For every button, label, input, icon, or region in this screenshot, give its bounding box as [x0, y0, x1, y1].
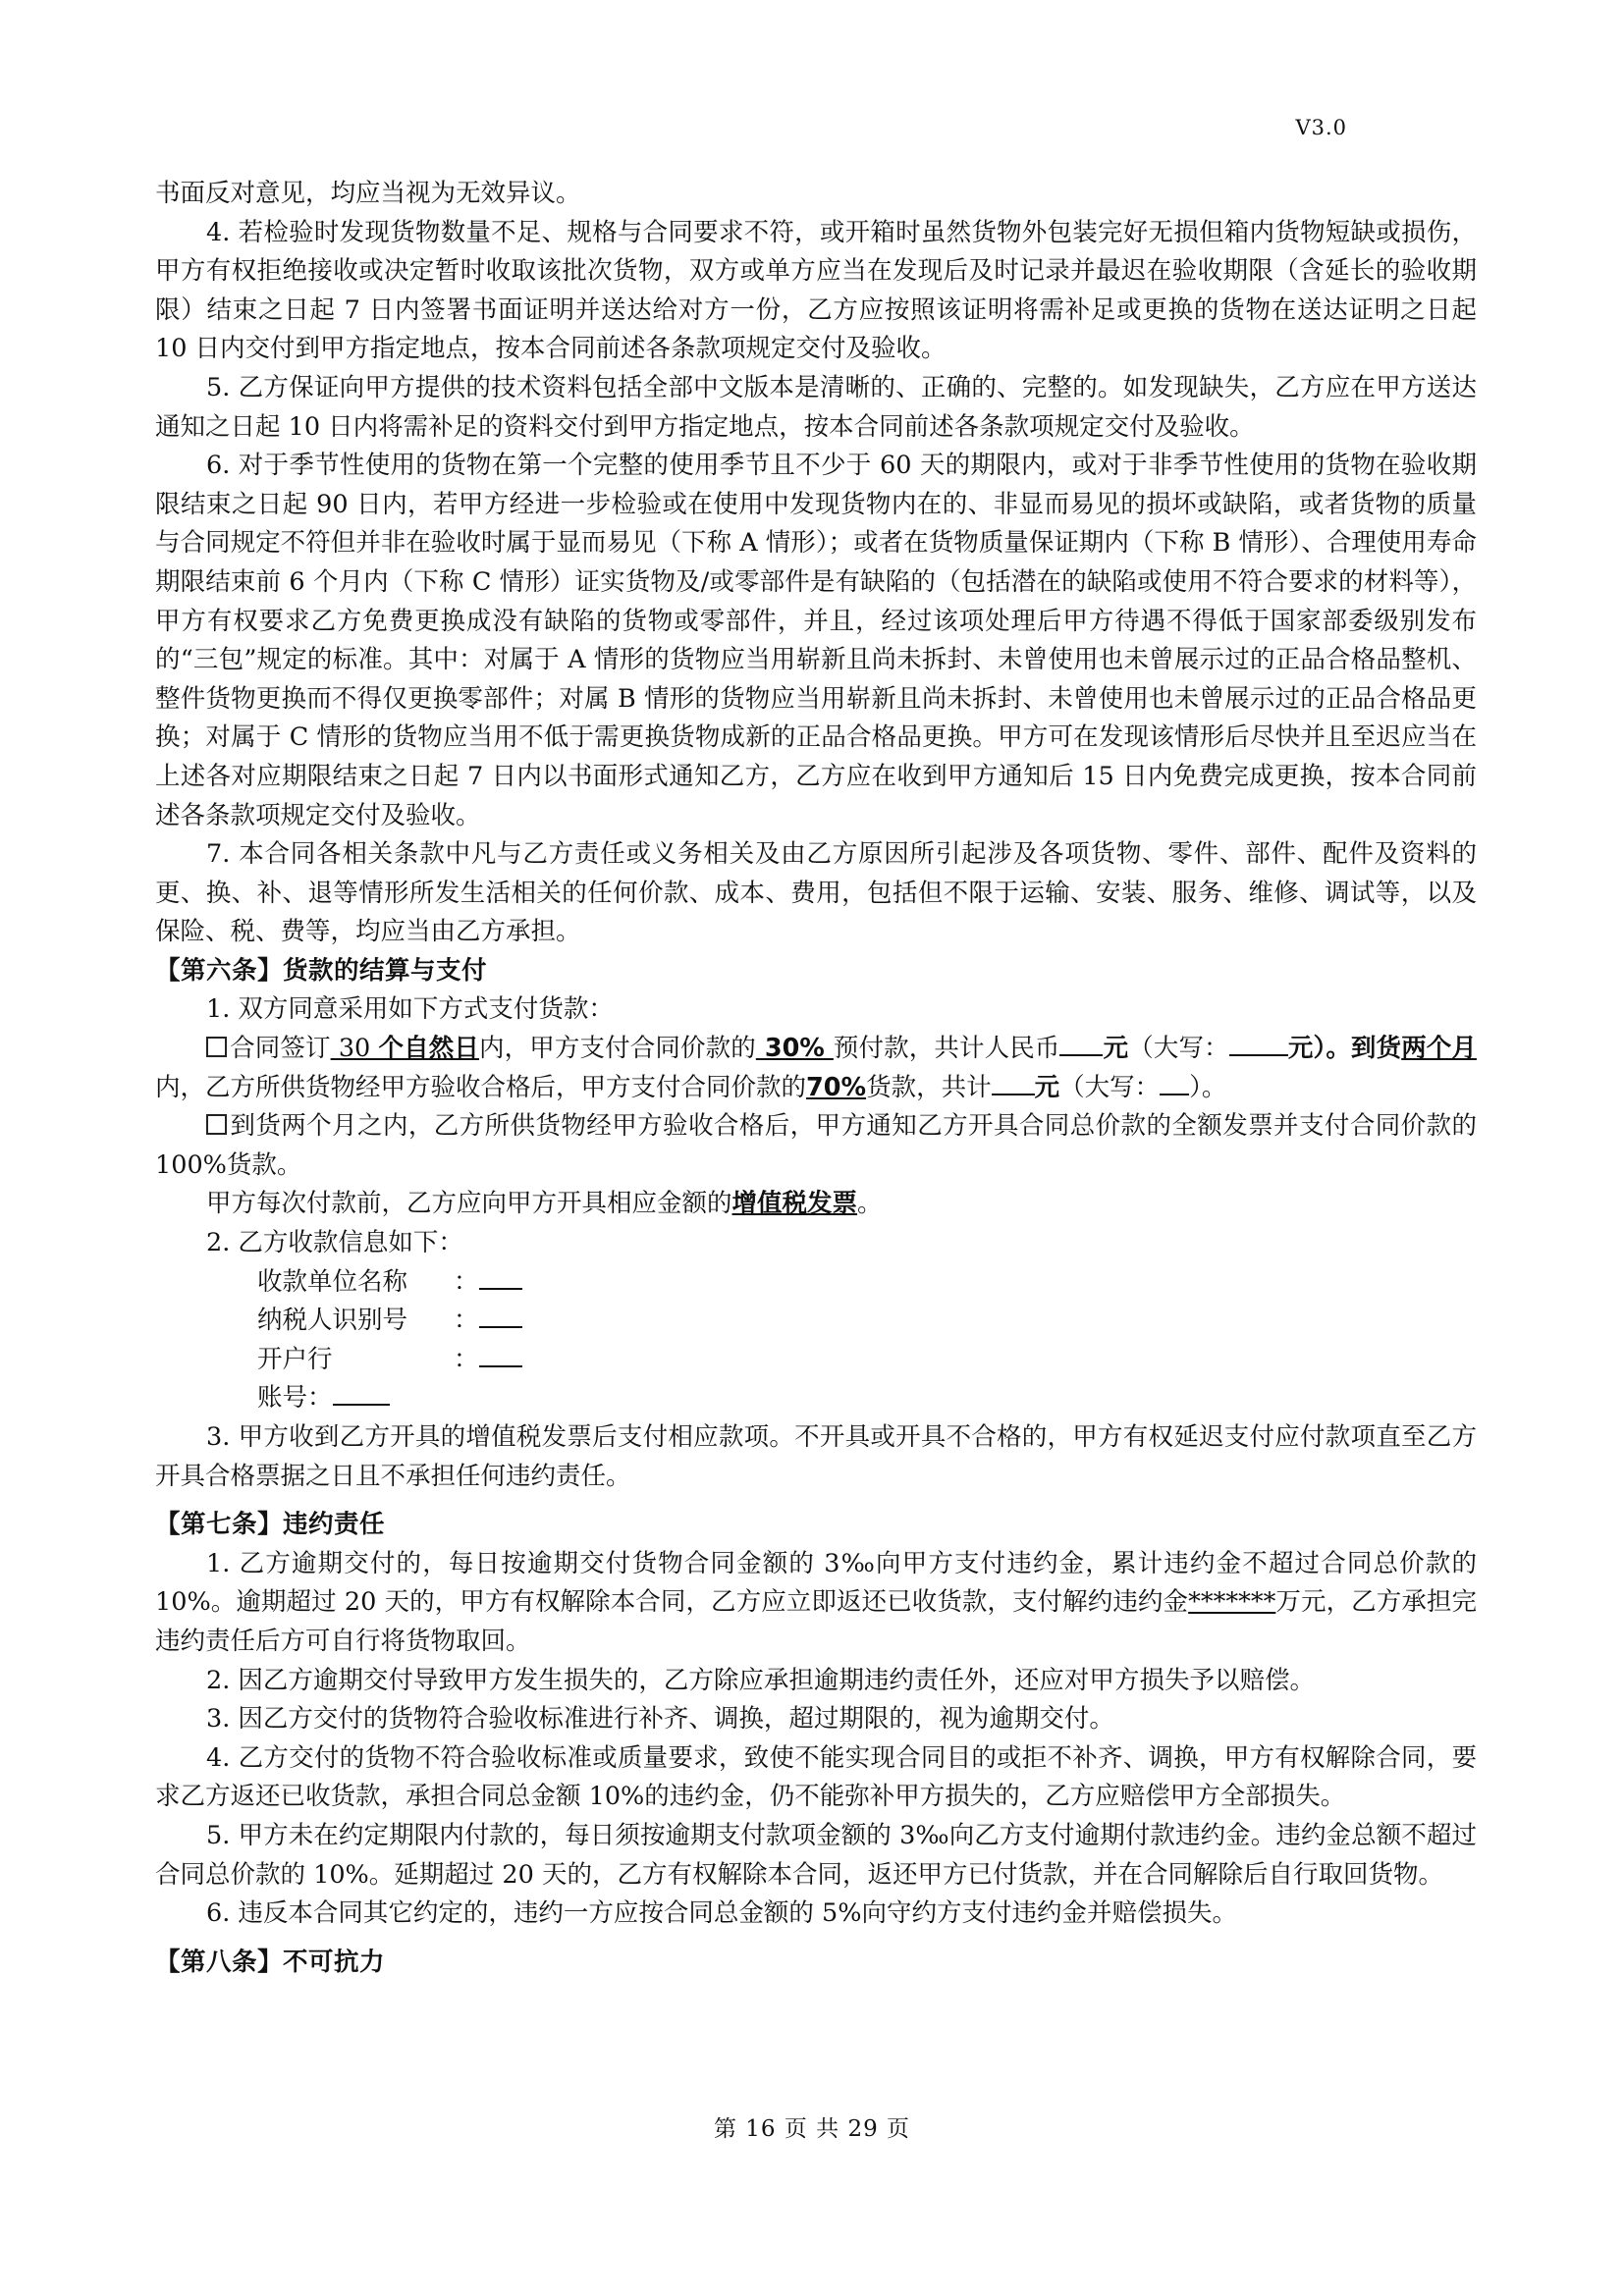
invoice-line: 甲方每次付款前，乙方应向甲方开具相应金额的增值税发票。 — [206, 1189, 883, 1219]
intro-line: 书面反对意见，均应当视为无效异议。 — [155, 179, 581, 208]
bank-blank[interactable] — [479, 1342, 522, 1367]
payee-name-field: 收款单位名称 ： — [155, 1263, 1477, 1303]
option-2-checkbox[interactable] — [206, 1114, 227, 1135]
amount-words-blank — [1229, 1031, 1288, 1056]
amount-blank — [992, 1070, 1035, 1095]
clause-item: 6. 对于季节性使用的货物在第一个完整的使用季节且不少于 60 天的期限内，或对于非季节性使用的货物在验收期限结束之日起 90 日内，若甲方经进一步检验或在使用中发现货物内在的、非显而易见的损坏或缺陷，或者货物的质量与合同规定不符但并非在验收时属于显而易见（下称 A 情形）；或者在货物质量保证期内（下称 B 情形）、合理使用寿命期限结束前 6 个月内（下称 C 情形）证实货物及/或零部件是有缺陷的（包括潜在的缺陷或使用不符合要求的材料等），甲方有权要求乙方免费更换成没有缺陷的货物或零部件，并且，经过该项处理后甲方待遇不得低于国家部委级别发布的“三包”规定的标准。其中：对属于 A 情形的货物应当用崭新且尚未拆封、未曾使用也未曾展示过的正品合格品整机、整件货物更换而不得仅更换零部件；对属 B 情形的货物应当用崭新且尚未拆封、未曾使用也未曾展示过的正品合格品更换；对属于 C 情形的货物应当用不低于需更换货物成新的正品合格品更换。甲方可在发现该情形后尽快并且至迟应当在上述各对应期限结束之日起 7 日内以书面形式通知乙方，乙方应在收到甲方通知后 15 日内免费完成更换，按本合同前述各条款项规定交付及验收。 — [155, 451, 1477, 830]
clause-item: 4. 若检验时发现货物数量不足、规格与合同要求不符，或开箱时虽然货物外包装完好无损但箱内货物短缺或损伤，甲方有权拒绝接收或决定暂时收取该批次货物，双方或单方应当在发现后及时记录并最迟在验收期限（含延长的验收期限）结束之日起 7 日内签署书面证明并送达给对方一份，乙方应按照该证明将需补足或更换的货物在送达证明之日起 10 日内交付到甲方指定地点，按本合同前述各条款项规定交付及验收。 — [155, 217, 1477, 364]
page-number: 第 16 页 共 29 页 — [713, 2116, 911, 2142]
section-6-title: 【第六条】货款的结算与支付 — [155, 955, 488, 986]
account-field: 账号： — [155, 1379, 1477, 1418]
payment-option-1: 合同签订 30 个自然日内，甲方支付合同价款的 30% 预付款，共计人民币 元（大写： 元）。到货两个月内，乙方所供货物经甲方验收合格后，甲方支付合同价款的70%货款，共计 元（大写： ）。 — [155, 1030, 1477, 1107]
liability-clause: 6. 违反本合同其它约定的，违约一方应按合同总金额的 5%向守约方支付违约金并赔偿损失。 — [206, 1898, 1237, 1929]
liability-clause: 4. 乙方交付的货物不符合验收标准或质量要求，致使不能实现合同目的或拒不补齐、调换，甲方有权解除合同，要求乙方返还已收货款，承担合同总金额 10%的违约金，仍不能弥补甲方损失的，乙方应赔偿甲方全部损失。 — [155, 1742, 1477, 1812]
liability-clause: 5. 甲方未在约定期限内付款的，每日须按逾期支付款项金额的 3‰向乙方支付逾期付款违约金。违约金总额不超过合同总价款的 10%。延期超过 20 天的，乙方有权解除本合同，返还甲方已付货款，并在合同解除后自行取回货物。 — [155, 1820, 1477, 1890]
section-8-title: 【第八条】不可抗力 — [155, 1947, 386, 1977]
clause-item: 5. 乙方保证向甲方提供的技术资料包括全部中文版本是清晰的、正确的、完整的。如发现缺失，乙方应在甲方送达通知之日起 10 日内将需补足的资料交付到甲方指定地点，按本合同前述各条款项规定交付及验收。 — [155, 372, 1477, 442]
contract-body — [155, 175, 1477, 1982]
payment-intro: 1. 双方同意采用如下方式支付货款： — [206, 994, 614, 1025]
bank-field: 开户行 ： — [155, 1341, 1477, 1380]
tax-id-field: 纳税人识别号 ： — [155, 1302, 1477, 1341]
liability-clause: 2. 因乙方逾期交付导致甲方发生损失的，乙方除应承担逾期违约责任外，还应对甲方损失予以赔偿。 — [206, 1665, 1315, 1695]
liability-clause-1: 1. 乙方逾期交付的，每日按逾期交付货物合同金额的 3‰向甲方支付违约金，累计违约金不超过合同总价款的 10%。逾期超过 20 天的，甲方有权解除本合同，乙方应立即返还已收货款，支付解约违约金*******万元，乙方承担完违约责任后方可自行将货物取回。 — [155, 1548, 1477, 1656]
amount-blank — [1059, 1031, 1103, 1056]
account-blank[interactable] — [333, 1380, 390, 1406]
liability-clause: 3. 因乙方交付的货物符合验收标准进行补齐、调换，超过期限的，视为逾期交付。 — [206, 1704, 1114, 1735]
section-7-title: 【第七条】违约责任 — [155, 1510, 386, 1540]
payment-clause-3: 3. 甲方收到乙方开具的增值税发票后支付相应款项。不开具或开具不合格的，甲方有权延迟支付应付款项直至乙方开具合格票据之日且不承担任何违约责任。 — [155, 1422, 1477, 1491]
amount-words-blank — [1160, 1070, 1189, 1095]
option-1-checkbox[interactable] — [206, 1037, 227, 1057]
payment-option-2: 到货两个月之内，乙方所供货物经甲方验收合格后，甲方通知乙方开具合同总价款的全额发票并支付合同价款的 100%货款。 — [155, 1111, 1477, 1180]
clause-item: 7. 本合同各相关条款中凡与乙方责任或义务相关及由乙方原因所引起涉及各项货物、零件、部件、配件及资料的更、换、补、退等情形所发生活相关的任何价款、成本、费用，包括但不限于运输、安装、服务、维修、调试等，以及保险、税、费等，均应当由乙方承担。 — [155, 839, 1477, 947]
tax-id-blank[interactable] — [479, 1303, 522, 1328]
payee-name-blank[interactable] — [479, 1264, 522, 1290]
bank-info-intro: 2. 乙方收款信息如下： — [206, 1228, 463, 1258]
version-label: V3.0 — [1295, 116, 1347, 139]
